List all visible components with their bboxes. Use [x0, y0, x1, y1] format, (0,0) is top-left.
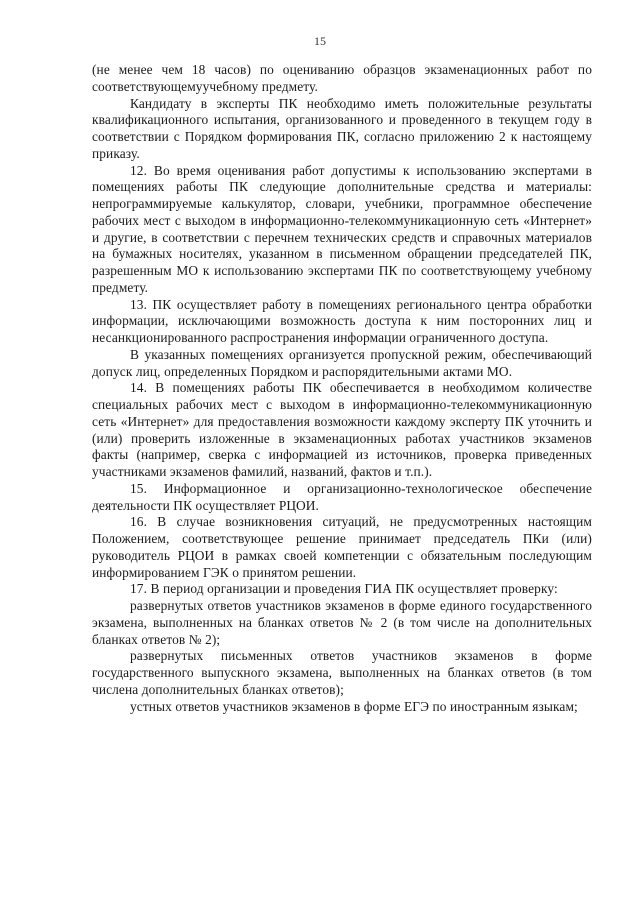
paragraph-17-item-oral: устных ответов участников экзаменов в форме ЕГЭ по иностранным языкам;: [130, 698, 578, 714]
page-number: 15: [314, 34, 326, 48]
paragraph-14: 14. В помещениях работы ПК обеспечивается в необходимом количестве специальных рабочих мест с выходом в информационно-телекоммуникационную сеть «Интернет» для предоставления возможности каждому эксперту ПК уточнить и (или) проверить изложенные в экзаменационных работах участников экзаменов факты (например, сверка с информацией из источников, проверка приведенных участниками экзаменов фамилий, названий, фактов и т.п.).: [92, 380, 592, 479]
paragraph-16: 16. В случае возникновения ситуаций, не предусмотренных настоящим Положением, соответствующее решение принимает председатель ПКи (или) руководитель РЦОИ в рамках своей компетенции с обязательным последующим информированием ГЭК о принятом решении.: [92, 514, 592, 580]
paragraph-13: 13. ПК осуществляет работу в помещениях регионального центра обработки информации, исключающими возможность доступа к ним посторонних лиц и несанкционированного распространения информации ограниченного доступа.: [92, 296, 592, 345]
paragraph-candidate-requirements: Кандидату в эксперты ПК необходимо иметь положительные результаты квалификационного испытания, организованного и проведенного в текущем году в соответствии с Порядком формирования ПК, согласно приложению 2 к настоящему приказу.: [92, 95, 592, 161]
paragraph-15: 15. Информационное и организационно-технологическое обеспечение деятельности ПК осуществляет РЦОИ.: [92, 480, 592, 513]
paragraph-12: 12. Во время оценивания работ допустимы к использованию экспертами в помещениях работы ПК следующие дополнительные средства и материалы: непрограммируемые калькулятор, словари, учебники, программное обеспечение рабочих мест с выходом в информационно-телекоммуникационную сеть «Интернет» и другие, в соответствии с перечнем технических средств и справочных материалов на бумажных носителях, указанном в письменном обращении председателей ПК, разрешенным МО к использованию экспертами ПК по соответствующему учебному предмету.: [92, 162, 592, 295]
paragraph-access-regime: В указанных помещениях организуется пропускной режим, обеспечивающий допуск лиц, определенных Порядком и распорядительными актами МО.: [92, 346, 592, 379]
document-body: [92, 62, 592, 715]
paragraph-17-item-gve: развернутых письменных ответов участников экзаменов в форме государственного выпускного экзамена, выполненных на бланках ответов (в том числена дополнительных бланках ответов);: [92, 648, 592, 697]
paragraph-17: 17. В период организации и проведения ГИА ПК осуществляет проверку:: [130, 581, 558, 597]
paragraph-17-item-ege: развернутых ответов участников экзаменов в форме единого государственного экзамена, выполненных на бланках ответов № 2 (в том числе на дополнительных бланках ответов № 2);: [92, 598, 592, 647]
paragraph-continuation: (не менее чем 18 часов) по оцениванию образцов экзаменационных работ по соответствующемуучебному предмету.: [92, 62, 592, 94]
